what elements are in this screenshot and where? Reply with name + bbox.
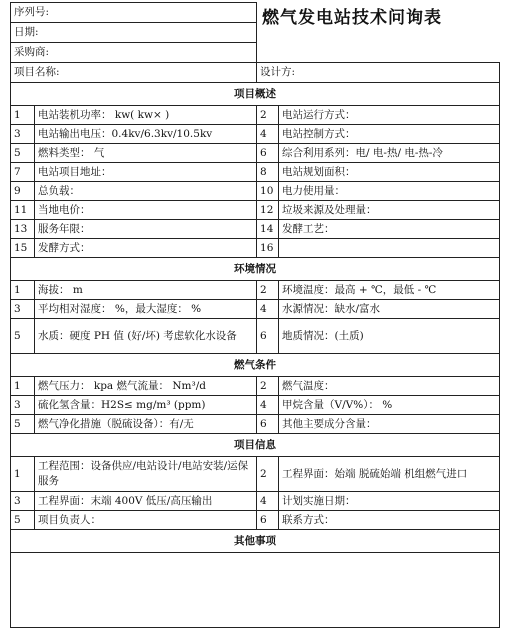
row-number: 4 [257,125,279,144]
project-name-field[interactable] [11,63,257,83]
row-number: 2 [257,457,279,492]
field-power-usage[interactable]: 电力使用量： [279,182,500,201]
field-fermentation-process[interactable]: 发酵工艺： [279,220,500,239]
section-title-gas: 燃气条件 [11,354,500,377]
row-number: 13 [11,220,35,239]
field-gas-temperature[interactable]: 燃气温度： [279,377,500,396]
field-planned-date[interactable]: 计划实施日期： [279,492,500,511]
field-project-address[interactable]: 电站项目地址： [35,163,257,182]
field-contact[interactable]: 联系方式： [279,511,500,530]
row-number: 9 [11,182,35,201]
field-gas-pressure[interactable]: 燃气压力： kpa 燃气流量： Nm³/d [35,377,257,396]
row-number: 14 [257,220,279,239]
row-number: 1 [11,281,35,300]
field-installed-power[interactable]: 电站装机功率： kw( kw× ) [35,106,257,125]
row-number: 7 [11,163,35,182]
date-field[interactable] [11,23,257,43]
section-title-project-info: 项目信息 [11,434,500,457]
section-title-overview: 项目概述 [11,83,500,106]
row-number: 4 [257,492,279,511]
field-local-price[interactable]: 当地电价： [35,201,257,220]
field-project-lead[interactable]: 项目负责人： [35,511,257,530]
row-number: 5 [11,415,35,434]
date-label: 日期: [14,26,39,38]
serial-number-label: 序列号: [14,6,50,18]
row-number: 5 [11,144,35,163]
other-notes-area[interactable] [11,553,500,628]
field-water-source[interactable]: 水源情况：缺水/富水 [279,300,500,319]
row-number: 6 [257,144,279,163]
row-number: 6 [257,319,279,354]
field-blank-16[interactable] [279,239,500,258]
field-operation-mode[interactable]: 电站运行方式： [279,106,500,125]
row-number: 2 [257,281,279,300]
field-control-mode[interactable]: 电站控制方式： [279,125,500,144]
row-number: 4 [257,300,279,319]
field-water-quality[interactable]: 水质：硬度 PH 值 (好/坏) 考虑软化水设备 [35,319,257,354]
field-geology[interactable]: 地质情况：(土质) [279,319,500,354]
buyer-field[interactable] [11,43,257,63]
field-humidity[interactable]: 平均相对湿度： %，最大湿度： % [35,300,257,319]
row-number: 5 [11,511,35,530]
field-ambient-temperature[interactable]: 环境温度：最高 + ℃，最低 - ℃ [279,281,500,300]
row-number: 3 [11,396,35,415]
row-number: 1 [11,377,35,396]
row-number: 2 [257,106,279,125]
field-project-scope[interactable]: 工程范围：设备供应/电站设计/电站安装/运保服务 [35,457,257,492]
row-number: 6 [257,511,279,530]
serial-number-field[interactable] [11,3,257,23]
field-altitude[interactable]: 海拔： m [35,281,257,300]
field-methane-content[interactable]: 甲烷含量（V/V%）： % [279,396,500,415]
row-number: 1 [11,106,35,125]
row-number: 16 [257,239,279,258]
row-number: 6 [257,415,279,434]
field-other-components[interactable]: 其他主要成分含量： [279,415,500,434]
field-service-years[interactable]: 服务年限： [35,220,257,239]
row-number: 5 [11,319,35,354]
field-planned-area[interactable]: 电站规划面积： [279,163,500,182]
field-gas-purification[interactable]: 燃气净化措施（脱硫设备）：有/无 [35,415,257,434]
row-number: 3 [11,125,35,144]
row-number: 15 [11,239,35,258]
field-fuel-type[interactable]: 燃料类型： 气 [35,144,257,163]
row-number: 3 [11,492,35,511]
buyer-label: 采购商: [14,46,50,58]
field-interface-start[interactable]: 工程界面：始端 脱硫始端 机组燃气进口 [279,457,500,492]
field-waste-source[interactable]: 垃圾来源及处理量： [279,201,500,220]
row-number: 2 [257,377,279,396]
field-fermentation-mode[interactable]: 发酵方式： [35,239,257,258]
inquiry-form [10,2,499,628]
field-interface-end[interactable]: 工程界面：末端 400V 低压/高压输出 [35,492,257,511]
row-number: 10 [257,182,279,201]
field-utilization-series[interactable]: 综合利用系列：电/ 电-热/ 电-热-冷 [279,144,500,163]
designer-field[interactable] [257,63,500,83]
row-number: 4 [257,396,279,415]
row-number: 8 [257,163,279,182]
section-title-environment: 环境情况 [11,258,500,281]
field-output-voltage[interactable]: 电站输出电压：0.4kv/6.3kv/10.5kv [35,125,257,144]
field-total-load[interactable]: 总负载： [35,182,257,201]
row-number: 11 [11,201,35,220]
designer-label: 设计方: [260,66,296,78]
form-title: 燃气发电站技术问询表 [257,3,500,63]
project-name-label: 项目名称: [14,66,60,78]
row-number: 12 [257,201,279,220]
field-h2s-content[interactable]: 硫化氢含量：H2S≤ mg/m³ (ppm) [35,396,257,415]
row-number: 1 [11,457,35,492]
section-title-other: 其他事项 [11,530,500,553]
row-number: 3 [11,300,35,319]
